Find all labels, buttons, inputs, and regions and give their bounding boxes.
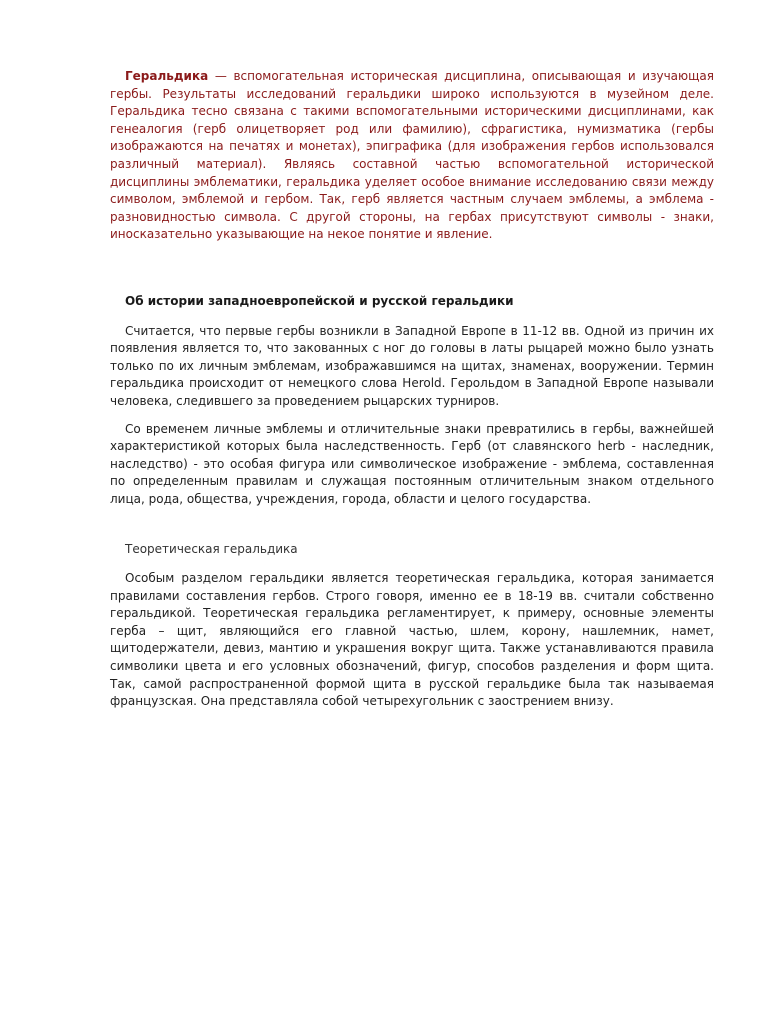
history-heading: Об истории западноевропейской и русской геральдики [125, 293, 514, 308]
intro-term: Геральдика [125, 69, 209, 83]
theory-heading: Теоретическая геральдика [125, 542, 298, 557]
document-page [110, 68, 714, 711]
theory-paragraph: Особым разделом геральдики является теоретическая геральдика, которая занимается правилами составления гербов. Строго говоря, именно ее в 18-19 вв. считали собственно геральдикой. Теоретическая геральдика регламентирует, к примеру, основные элементы герба – щит, являющийся его главной частью, шлем, корону, нашлемник, намет, щитодержатели, девиз, мантию и украшения вокруг щита. Также устанавливаются правила символики цвета и его условных обозначений, фигур, способов разделения и форм щита. Так, самой распространенной формой щита в русской геральдике была так называемая французская. Она представляла собой четырехугольник с заострением внизу. [110, 571, 714, 709]
intro-paragraph [110, 68, 714, 244]
history-paragraph-2: Со временем личные эмблемы и отличительные знаки превратились в гербы, важнейшей характеристикой которых была наследственность. Герб (от славянского herb - наследник, наследство) - это особая фигура или символическое изображение - эмблема, составленная по определенным правилам и служащая постоянным отличительным знаком отдельного лица, рода, общества, учреждения, города, области и целого государства. [110, 421, 714, 506]
intro-text: — вспомогательная историческая дисциплина, описывающая и изучающая гербы. Результаты исследований геральдики широко используются в музейном деле. Геральдика тесно связана с такими вспомогательными историческими дисциплинами, как генеалогия (герб олицетворяет род или фамилию), сфрагистика, нумизматика (гербы изображаются на печатях и монетах), эпиграфика (для изображения гербов использовался различный материал). Являясь составной частью вспомогательной исторической дисциплины эмблематики, геральдика уделяет особое внимание исследованию связи между символом, эмблемой и гербом. Так, герб является частным случаем эмблемы, а эмблема - разновидностью символа. С другой стороны, на гербах присутствуют символы - знаки, иносказательно указывающие на некое понятие и явление. [110, 69, 714, 242]
history-paragraph-1: Считается, что первые гербы возникли в Западной Европе в 11-12 вв. Одной из причин их появления является то, что закованных с ног до головы в латы рыцарей можно было узнать только по их личным эмблемам, изображавшимся на щитах, знаменах, вооружении. Термин геральдика происходит от немецкого слова Herold. Герольдом в Западной Европе называли человека, следившего за проведением рыцарских турниров. [110, 323, 714, 408]
